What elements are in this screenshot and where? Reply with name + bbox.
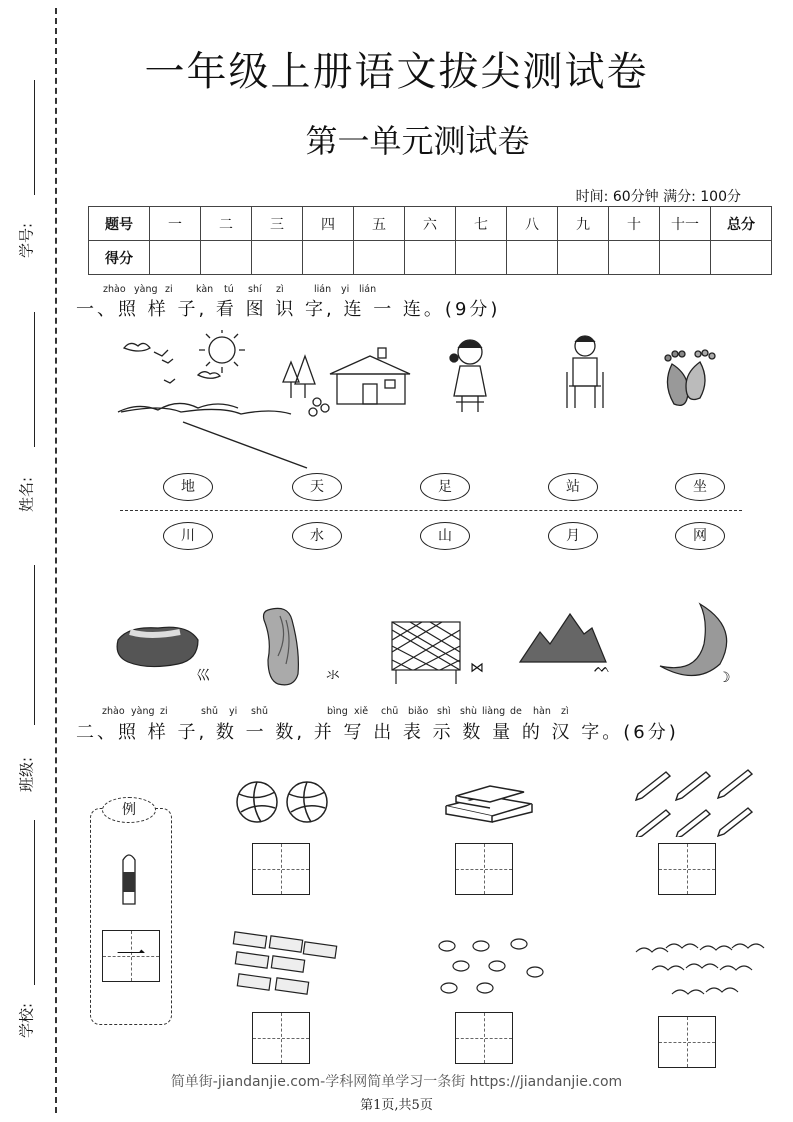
score-header-row <box>89 207 772 241</box>
score-cell[interactable] <box>711 241 772 275</box>
school-label: 学校: <box>17 1002 36 1039</box>
pinyin-syllable: yàng <box>131 706 155 717</box>
character-oval[interactable]: 坐 <box>675 473 725 501</box>
pinyin-syllable: yi <box>229 706 238 717</box>
score-header-cell: 四 <box>303 207 354 241</box>
score-header-cell: 二 <box>201 207 252 241</box>
page-title: 一年级上册语文拔尖测试卷 <box>144 49 649 95</box>
score-cell[interactable] <box>660 241 711 275</box>
character-oval[interactable]: 山 <box>420 522 470 550</box>
page-subtitle: 第一单元测试卷 <box>305 122 530 160</box>
answer-box-dominoes[interactable] <box>252 1012 310 1064</box>
glyph-yue: ☽ <box>718 670 731 686</box>
score-cell[interactable] <box>201 241 252 275</box>
glyph-shan: ᨓ <box>594 660 611 676</box>
pinyin-syllable: shǔ <box>251 706 268 717</box>
birds-picture <box>632 938 767 1006</box>
character-oval[interactable]: 水 <box>292 522 342 550</box>
crayon-icon <box>118 850 140 910</box>
score-cell[interactable] <box>456 241 507 275</box>
pinyin-syllable: liàng <box>482 706 506 717</box>
pinyin-syllable: lián <box>359 284 377 295</box>
pinyin-syllable: biǎo <box>408 706 429 717</box>
footer-watermark: 简单街-jiandanjie.com-学科网简单学习一条街 https://jiandanjie.com <box>170 1074 623 1090</box>
pinyin-syllable: de <box>510 706 522 717</box>
pinyin-syllable: bìng <box>327 706 348 717</box>
score-header-cell: 一 <box>150 207 201 241</box>
glyph-wang: ⋈ <box>470 660 484 676</box>
feet-picture <box>665 350 715 405</box>
answer-box-candies[interactable] <box>455 1012 513 1064</box>
character-oval[interactable]: 站 <box>548 473 598 501</box>
pinyin-syllable: zì <box>276 284 284 295</box>
score-header-cell: 八 <box>507 207 558 241</box>
volleyballs-picture <box>235 780 330 825</box>
example-connector <box>115 400 355 480</box>
pinyin-syllable: yi <box>341 284 350 295</box>
water-picture <box>264 608 299 685</box>
score-cell[interactable] <box>405 241 456 275</box>
moon-picture <box>660 604 727 676</box>
character-oval[interactable]: 地 <box>163 473 213 501</box>
score-row-label: 得分 <box>89 241 150 275</box>
pinyin-syllable: shí <box>248 284 262 295</box>
score-header-cell: 总分 <box>711 207 772 241</box>
q1-text: 一、照 样 子, 看 图 识 字, 连 一 连。(9分) <box>76 299 501 320</box>
binding-strip <box>0 0 60 1122</box>
score-header-cell: 五 <box>354 207 405 241</box>
answer-box-volleyballs[interactable] <box>252 843 310 895</box>
score-header-cell: 十一 <box>660 207 711 241</box>
pinyin-syllable: lián <box>314 284 332 295</box>
river-picture <box>117 627 198 666</box>
character-oval[interactable]: 月 <box>548 522 598 550</box>
score-header-cell: 七 <box>456 207 507 241</box>
pinyin-syllable: tú <box>224 284 234 295</box>
glyph-chuan: 巛 <box>196 668 210 684</box>
example-label: 例 <box>102 797 156 823</box>
character-oval[interactable]: 天 <box>292 473 342 501</box>
score-cell[interactable] <box>354 241 405 275</box>
character-oval[interactable]: 网 <box>675 522 725 550</box>
score-cell[interactable] <box>252 241 303 275</box>
pinyin-syllable: zi <box>165 284 173 295</box>
pinyin-syllable: zhào <box>102 706 125 717</box>
answer-box-birds[interactable] <box>658 1016 716 1068</box>
candies-picture <box>435 938 550 1000</box>
score-header-cell: 题号 <box>89 207 150 241</box>
net-picture <box>392 622 460 684</box>
dominoes-picture <box>230 930 340 1000</box>
school-line <box>34 820 35 985</box>
q2-text: 二、照 样 子, 数 一 数, 并 写 出 表 示 数 量 的 汉 字。(6分) <box>76 722 679 743</box>
score-table <box>88 206 772 275</box>
boy-sitting-picture <box>567 336 603 408</box>
score-header-cell: 三 <box>252 207 303 241</box>
name-label: 姓名: <box>17 476 36 513</box>
name-line <box>34 312 35 447</box>
pinyin-syllable: kàn <box>196 284 214 295</box>
pinyin-syllable: xiě <box>354 706 369 717</box>
answer-box-books[interactable] <box>455 843 513 895</box>
pencils-picture <box>632 762 762 837</box>
pinyin-syllable: zi <box>160 706 168 717</box>
binding-dashed-line <box>55 8 57 1113</box>
pinyin-syllable: yàng <box>134 284 158 295</box>
girl-standing-picture <box>450 340 486 412</box>
example-box <box>90 808 172 1025</box>
character-oval[interactable]: 足 <box>420 473 470 501</box>
score-cell[interactable] <box>609 241 660 275</box>
pinyin-syllable: hàn <box>533 706 551 717</box>
student-id-label: 学号: <box>17 222 36 259</box>
pinyin-syllable: shì <box>437 706 451 717</box>
example-answer: 一 <box>116 938 146 973</box>
pinyin-syllable: zì <box>561 706 569 717</box>
pinyin-syllable: shù <box>460 706 477 717</box>
score-header-cell: 九 <box>558 207 609 241</box>
pinyin-syllable: zhào <box>103 284 126 295</box>
score-cell[interactable] <box>150 241 201 275</box>
score-row <box>89 241 772 275</box>
score-cell[interactable] <box>303 241 354 275</box>
pinyin-syllable: chū <box>381 706 399 717</box>
time-info: 时间: 60分钟 满分: 100分 <box>575 189 741 205</box>
page-number: 第1页,共5页 <box>360 1098 433 1113</box>
q1-divider <box>120 510 742 511</box>
answer-box-pencils[interactable] <box>658 843 716 895</box>
character-oval[interactable]: 川 <box>163 522 213 550</box>
mountain-picture <box>520 614 606 662</box>
glyph-shui: 氺 <box>326 668 340 684</box>
books-picture <box>442 778 537 823</box>
score-cell[interactable] <box>558 241 609 275</box>
class-label: 班级: <box>17 756 36 793</box>
score-header-cell: 十 <box>609 207 660 241</box>
class-line <box>34 565 35 725</box>
score-header-cell: 六 <box>405 207 456 241</box>
pinyin-syllable: shǔ <box>201 706 218 717</box>
score-cell[interactable] <box>507 241 558 275</box>
